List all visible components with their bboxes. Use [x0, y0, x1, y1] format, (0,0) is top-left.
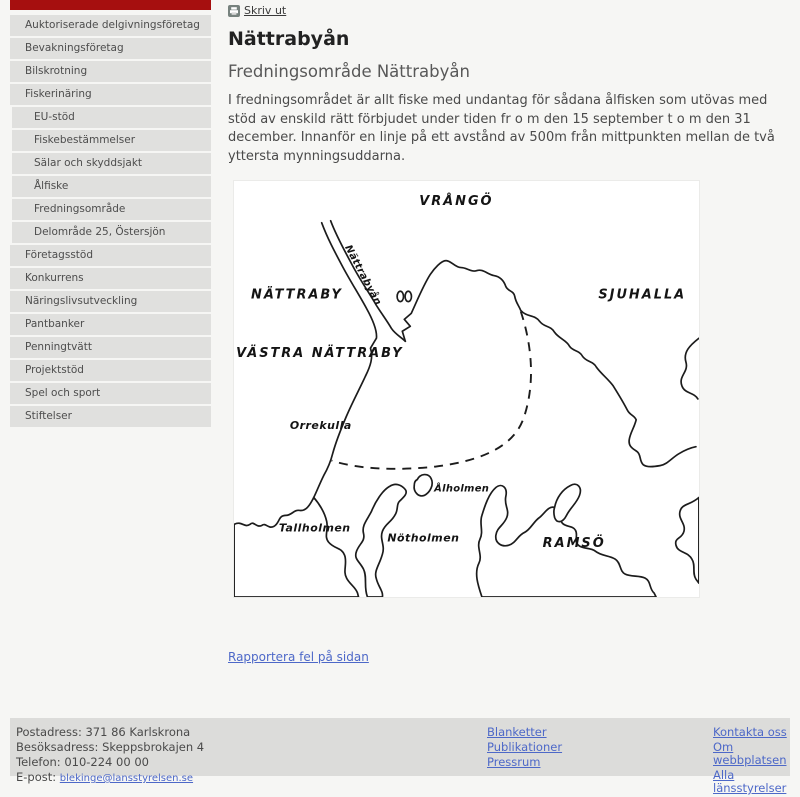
- footer-links-right: [713, 726, 790, 797]
- map-label-notholmen: Nötholmen: [387, 531, 460, 545]
- printer-icon: [228, 5, 240, 17]
- report-error-link[interactable]: Rapportera fel på sidan: [228, 650, 369, 664]
- map-right-edge-coast: [681, 338, 699, 399]
- sidebar-nav-item[interactable]: Konkurrens: [10, 268, 211, 289]
- footer-link[interactable]: Publikationer: [487, 740, 563, 754]
- sidebar-nav-item[interactable]: EU-stöd: [12, 107, 211, 128]
- map-image: [233, 180, 700, 598]
- sidebar-nav-item[interactable]: Pantbanker: [10, 314, 211, 335]
- sidebar-nav-item[interactable]: Fredningsområde: [12, 199, 211, 220]
- sidebar-nav: [10, 0, 211, 429]
- footer-address-value: Skeppsbrokajen 4: [102, 740, 205, 754]
- map-boundary-dashed-line: [332, 311, 531, 468]
- sidebar-nav-item[interactable]: Bevakningsföretag: [10, 38, 211, 59]
- sidebar-nav-item[interactable]: Näringslivsutveckling: [10, 291, 211, 312]
- sidebar-nav-item[interactable]: Projektstöd: [10, 360, 211, 381]
- sidebar-nav-item[interactable]: Fiskerinäring: [10, 84, 211, 105]
- map-label-nattraby: NÄTTRABY: [251, 287, 343, 303]
- map-label-tallholmen: Tallholmen: [278, 521, 351, 535]
- map-label-ramso: RAMSÖ: [542, 536, 606, 552]
- footer-email-row: [16, 771, 204, 785]
- map-land-right-bottom: [676, 497, 699, 583]
- sidebar-nav-item[interactable]: Stiftelser: [10, 406, 211, 427]
- footer-links-middle: [487, 726, 562, 771]
- footer-address-label: Telefon:: [16, 755, 61, 769]
- map-label-nattrabyan-river: Nättrabyån: [342, 243, 384, 308]
- footer-link[interactable]: Alla länsstyrelser: [713, 768, 787, 795]
- footer-address-row: [16, 741, 204, 754]
- content-area: [228, 0, 800, 665]
- map-label-alholmen: Ålholmen: [434, 483, 490, 495]
- map-land-tallholmen: [234, 497, 358, 597]
- footer-address-value: 010-224 00 00: [64, 755, 149, 769]
- page-title: Nättrabyån: [228, 28, 350, 50]
- map-islet-alholmen: [414, 475, 432, 496]
- footer-address-value: 371 86 Karlskrona: [85, 725, 191, 739]
- map-label-orrekulla: Orrekulla: [289, 418, 352, 432]
- sidebar-accent-bar: [10, 0, 211, 10]
- sidebar-nav-item[interactable]: Sälar och skyddsjakt: [12, 153, 211, 174]
- footer: [10, 718, 790, 795]
- footer-link[interactable]: Kontakta oss: [713, 725, 787, 739]
- sidebar-nav-item[interactable]: Fiskebestämmelser: [12, 130, 211, 151]
- print-row: [228, 4, 800, 17]
- sidebar-nav-item[interactable]: Penningtvätt: [10, 337, 211, 358]
- map-islet-small: [405, 291, 411, 301]
- map-land-ramso-prong: [554, 484, 581, 521]
- page-subtitle: Fredningsområde Nättrabyån: [228, 62, 470, 81]
- map-label-vrango: VRÅNGÖ: [419, 193, 494, 209]
- body-text: I fredningsområdet är allt fiske med undantag för sådana ålfisken som utövas med stöd av enskild rätt förbjudet under tiden fr o m den 15 september t o m den 31 december. Innanför en linje på ett avstånd av 500m från mittpunkten mellan de två yttersta mynningsuddarna.: [228, 93, 775, 164]
- sidebar-nav-item[interactable]: Auktoriserade delgivningsföretag: [10, 15, 211, 36]
- sidebar-nav-item[interactable]: Bilskrotning: [10, 61, 211, 82]
- sidebar-nav-item[interactable]: Ålfiske: [12, 176, 211, 197]
- footer-address-label: Besöksadress:: [16, 740, 99, 754]
- footer-email-label: E-post:: [16, 770, 57, 784]
- report-row: [228, 646, 800, 665]
- footer-link[interactable]: Om webbplatsen: [713, 740, 787, 767]
- footer-address-column: [16, 726, 204, 787]
- map-label-sjuhalla: SJUHALLA: [598, 287, 687, 303]
- sidebar-nav-item[interactable]: Företagsstöd: [10, 245, 211, 266]
- map-svg: [234, 181, 699, 597]
- footer-address-row: [16, 756, 204, 769]
- map-label-vastra-nattraby: VÄSTRA NÄTTRABY: [236, 346, 404, 362]
- print-link[interactable]: Skriv ut: [244, 4, 287, 17]
- footer-address-label: Postadress:: [16, 725, 82, 739]
- footer-link[interactable]: Blanketter: [487, 725, 547, 739]
- footer-email-link[interactable]: blekinge@lansstyrelsen.se: [59, 773, 194, 784]
- sidebar-nav-item[interactable]: Delområde 25, Östersjön: [12, 222, 211, 243]
- map-islet-small: [397, 291, 403, 301]
- footer-address-row: [16, 726, 204, 739]
- sidebar-nav-item[interactable]: Spel och sport: [10, 383, 211, 404]
- footer-link[interactable]: Pressrum: [487, 755, 541, 769]
